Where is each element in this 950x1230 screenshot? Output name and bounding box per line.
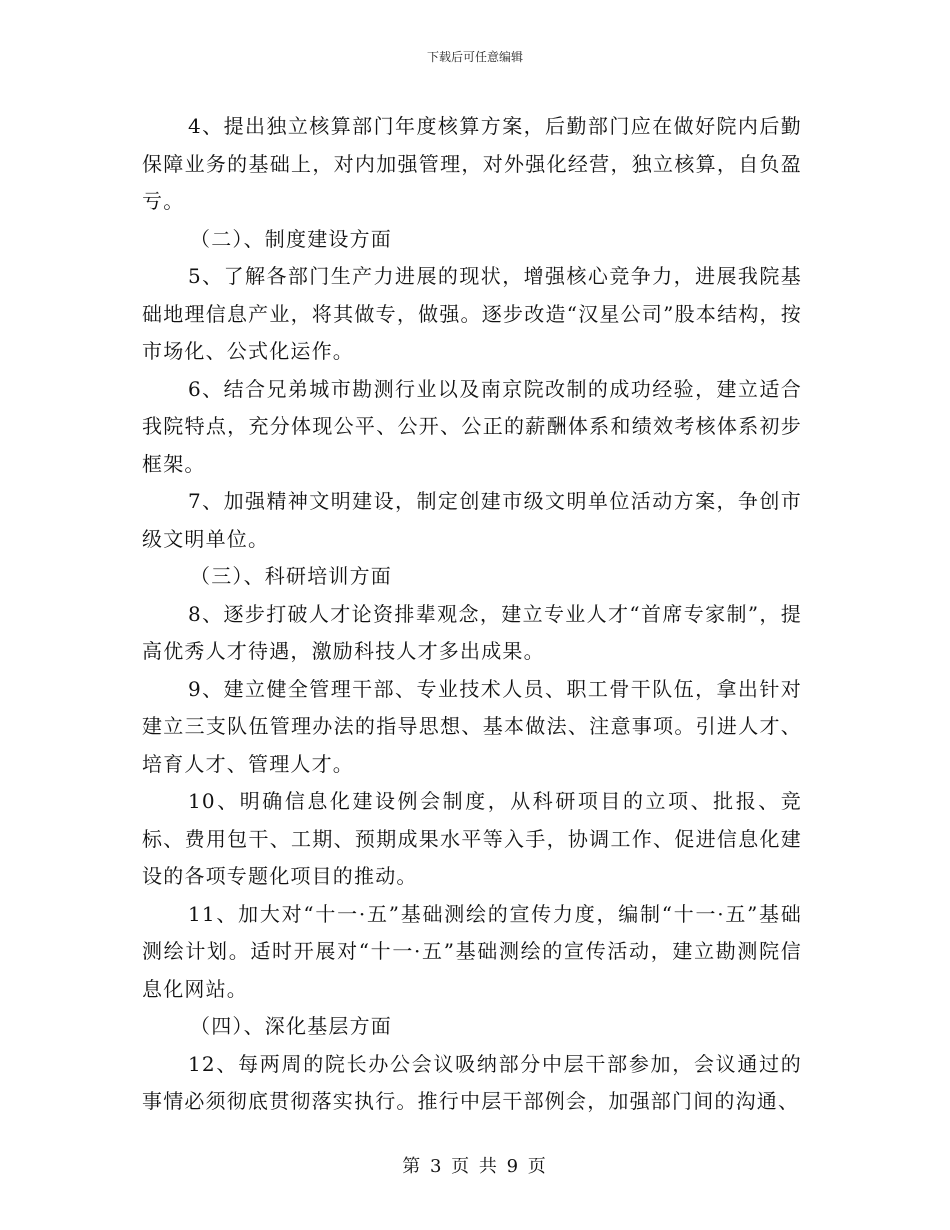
section-heading-4: （四）、深化基层方面 — [190, 1014, 392, 1038]
section-heading-2: （二）、制度建设方面 — [190, 226, 392, 251]
document-body — [142, 108, 802, 1121]
page-header: 下载后可任意编辑 — [426, 50, 523, 64]
paragraph-item-4: 4、提出独立核算部门年度核算方案，后勤部门应在做好院内后勤保障业务的基础上，对内加强管理，对外强化经营，独立核算，自负盈亏。 — [142, 114, 802, 213]
paragraph-item-7: 7、加强精神文明建设，制定创建市级文明单位活动方案，争创市级文明单位。 — [142, 489, 802, 551]
paragraph-item-5: 5、了解各部门生产力进展的现状，增强核心竞争力，进展我院基础地理信息产业，将其做专，做强。逐步改造“汉星公司”股本结构，按市场化、公式化运作。 — [142, 264, 802, 363]
paragraph-item-9: 9、建立健全管理干部、专业技术人员、职工骨干队伍，拿出针对建立三支队伍管理办法的指导思想、基本做法、注意事项。引进人才、培育人才、管理人才。 — [142, 676, 802, 776]
paragraph-item-6: 6、结合兄弟城市勘测行业以及南京院改制的成功经验，建立适合我院特点，充分体现公平、公开、公正的薪酬体系和绩效考核体系初步框架。 — [142, 376, 802, 476]
paragraph-item-10: 10、明确信息化建设例会制度，从科研项目的立项、批报、竞标、费用包干、工期、预期成果水平等入手，协调工作、促进信息化建设的各项专题化项目的推动。 — [142, 789, 802, 888]
paragraph-item-12: 12、每两周的院长办公会议吸纳部分中层干部参加，会议通过的事情必须彻底贯彻落实执行。推行中层干部例会，加强部门间的沟通、 — [142, 1051, 802, 1113]
page-number-footer: 第 3 页 共 9 页 — [402, 1156, 548, 1177]
section-heading-3: （三）、科研培训方面 — [190, 564, 392, 588]
paragraph-item-8: 8、逐步打破人才论资排辈观念，建立专业人才“首席专家制”，提高优秀人才待遇，激励科技人才多出成果。 — [142, 601, 802, 663]
paragraph-item-11: 11、加大对“十一·五”基础测绘的宣传力度，编制“十一·五”基础测绘计划。适时开展对“十一·五”基础测绘的宣传活动，建立勘测院信息化网站。 — [142, 901, 802, 1001]
